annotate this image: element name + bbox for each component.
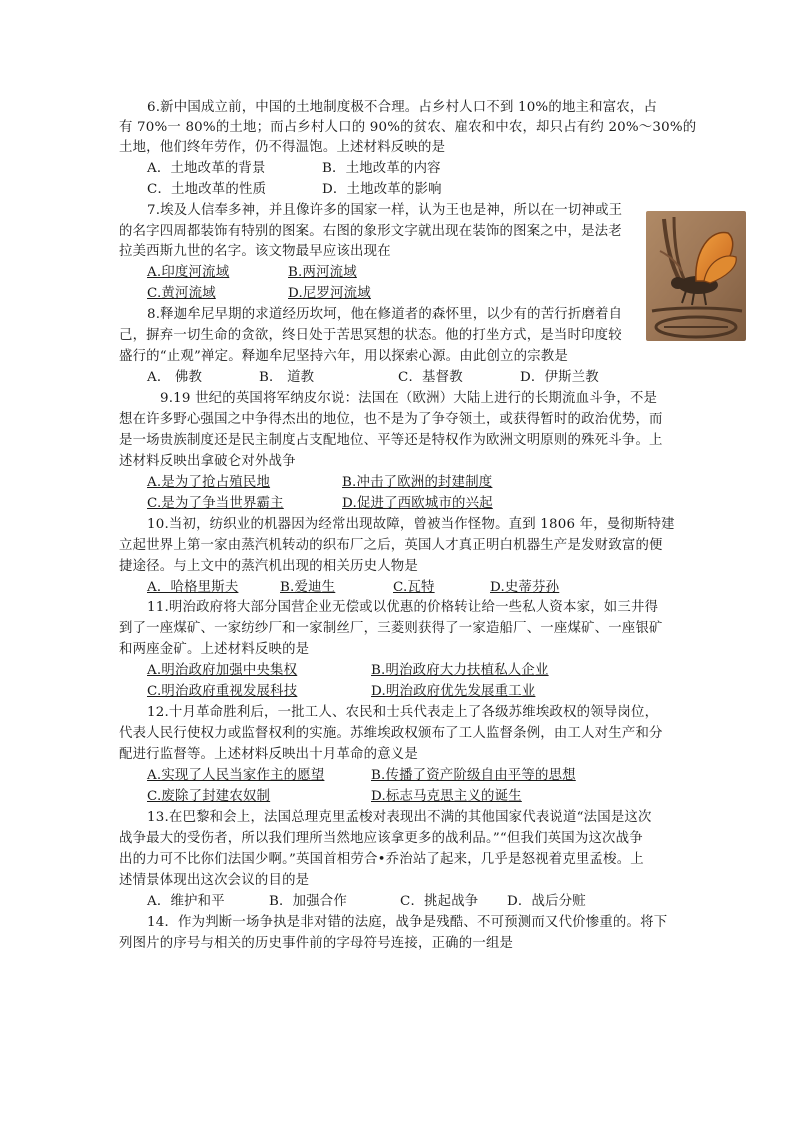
- q12-option-b: B.传播了资产阶级自由平等的思想: [371, 768, 576, 783]
- q10-option-c: C.瓦特: [393, 580, 435, 595]
- q7-option-b: B.两河流域: [288, 265, 357, 280]
- q13-option-b: B．加强合作: [269, 894, 347, 909]
- q6-option-c: C．土地改革的性质: [147, 182, 267, 197]
- q6-option-d: D．土地改革的影响: [322, 182, 442, 197]
- q7-option-d: D.尼罗河流域: [288, 286, 371, 301]
- q6-stem-line-1: 6.新中国成立前，中国的土地制度极不合理。占乡村人口不到 10%的地主和富农，占: [147, 100, 658, 115]
- q11-stem-line-1: 11.明治政府将大部分国营企业无偿或以优惠的价格转让给一些私人资本家，如三井得: [147, 600, 659, 615]
- q10-option-a: A．哈格里斯夫: [147, 580, 239, 595]
- q7-stem-line-2: 的名字四周都装饰有特别的图案。右图的象形文字就出现在装饰的图案之中，是法老: [119, 224, 622, 239]
- q12-option-d: D.标志马克思主义的诞生: [371, 789, 522, 804]
- q8-option-a: A． 佛教: [147, 370, 203, 385]
- q13-stem-line-3: 出的力可不比你们法国少啊。”英国首相劳合•乔治站了起来，几乎是怒视着克里孟梭。上: [119, 852, 644, 867]
- q10-stem-line-1: 10.当初，纺织业的机器因为经常出现故障，曾被当作怪物。直到 1806 年，曼彻斯特建: [147, 517, 675, 532]
- q9-stem-line-1: 9.19 世纪的英国将军纳皮尔说：法国在（欧洲）大陆上进行的长期流血斗争，不是: [160, 391, 658, 406]
- q11-option-d: D.明治政府优先发展重工业: [371, 684, 536, 699]
- q11-option-b: B.明治政府大力扶植私人企业: [371, 663, 549, 678]
- q13-option-c: C．挑起战争: [400, 894, 479, 909]
- q9-option-c: C.是为了争当世界霸主: [147, 496, 284, 511]
- q10-option-b: B.爱迪生: [280, 580, 336, 595]
- q9-stem-line-2: 想在许多野心强国之中争得杰出的地位，也不是为了争夺领土，或获得暂时的政治优势，而: [119, 412, 663, 427]
- q9-stem-line-3: 是一场贵族制度还是民主制度占支配地位、平等还是特权作为欧洲文明原则的殊死斗争。上: [119, 433, 663, 448]
- q8-option-d: D．伊斯兰教: [520, 370, 599, 385]
- egyptian-hieroglyph-image: [646, 211, 746, 341]
- q10-option-d: D.史蒂芬孙: [490, 580, 560, 595]
- q6-option-b: B．土地改革的内容: [322, 161, 441, 176]
- q10-stem-line-2: 立起世界上第一家由蒸汽机转动的织布厂之后，英国人才真正明白机器生产是发财致富的便: [119, 538, 663, 553]
- q7-stem-line-1: 7.埃及人信奉多神，并且像许多的国家一样，认为王也是神，所以在一切神或王: [147, 203, 623, 218]
- q9-stem-line-4: 述材料反映出拿破仑对外战争: [119, 454, 296, 469]
- q10-stem-line-3: 捷途径。与上文中的蒸汽机出现的相关历史人物是: [119, 559, 418, 574]
- q12-stem-line-1: 12.十月革命胜利后，一批工人、农民和士兵代表走上了各级苏维埃政权的领导岗位，: [147, 705, 659, 720]
- q14-stem-line-2: 列图片的序号与相关的历史事件前的字母符号连接，正确的一组是: [119, 936, 514, 951]
- q14-stem-line-1: 14．作为判断一场争执是非对错的法庭，战争是残酷、不可预测而又代价惨重的。将下: [147, 915, 668, 930]
- q6-stem-line-3: 土地，他们终年劳作，仍不得温饱。上述材料反映的是: [119, 140, 446, 155]
- q12-stem-line-2: 代表人民行使权力或监督权利的实施。苏维埃政权颁布了工人监督条例，由工人对生产和分: [119, 726, 663, 741]
- q8-option-c: C．基督教: [398, 370, 463, 385]
- q13-stem-line-2: 战争最大的受伤者，所以我们理所当然地应该拿更多的战利品。”“但我们英国为这次战争: [119, 831, 643, 846]
- q7-option-c: C.黄河流域: [147, 286, 216, 301]
- q11-option-a: A.明治政府加强中央集权: [147, 663, 298, 678]
- q12-option-c: C.废除了封建农奴制: [147, 789, 271, 804]
- q9-option-a: A.是为了抢占殖民地: [147, 475, 271, 490]
- q13-stem-line-1: 13.在巴黎和会上，法国总理克里孟梭对表现出不满的其他国家代表说道“法国是这次: [147, 810, 652, 825]
- q8-option-b: B． 道教: [259, 370, 315, 385]
- q12-stem-line-3: 配进行监督等。上述材料反映出十月革命的意义是: [119, 747, 418, 762]
- q9-option-d: D.促进了西欧城市的兴起: [342, 496, 493, 511]
- hieroglyph-icon: [646, 211, 746, 341]
- q12-option-a: A.实现了人民当家作主的愿望: [147, 768, 325, 783]
- q6-option-a: A．土地改革的背景: [147, 161, 266, 176]
- q8-stem-line-1: 8.释迦牟尼早期的求道经历坎坷，他在修道者的森怀里，以少有的苦行折磨着自: [147, 307, 623, 322]
- q7-option-a: A.印度河流域: [147, 265, 230, 280]
- q7-stem-line-3: 拉美西斯九世的名字。该文物最早应该出现在: [119, 244, 391, 259]
- q13-option-d: D．战后分赃: [507, 894, 586, 909]
- q9-option-b: B.冲击了欧洲的封建制度: [342, 475, 493, 490]
- q8-stem-line-3: 盛行的“止观”禅定。释迦牟尼坚持六年，用以探索心源。由此创立的宗教是: [119, 349, 568, 364]
- q6-stem-line-2: 有 70%一 80%的土地；而占乡村人口的 90%的贫农、雇农和中农，却只占有约 20%～30%的: [119, 120, 697, 135]
- q11-stem-line-2: 到了一座煤矿、一家纺纱厂和一家制丝厂，三菱则获得了一家造船厂、一座煤矿、一座银矿: [119, 621, 663, 636]
- q8-stem-line-2: 己，摒弃一切生命的贪欲，终日处于苦思冥想的状态。他的打坐方式，是当时印度较: [119, 328, 622, 343]
- q13-option-a: A．维护和平: [147, 894, 225, 909]
- q11-option-c: C.明治政府重视发展科技: [147, 684, 298, 699]
- q13-stem-line-4: 述情景体现出这次会议的目的是: [119, 873, 310, 888]
- q11-stem-line-3: 和两座金矿。上述材料反映的是: [119, 642, 310, 657]
